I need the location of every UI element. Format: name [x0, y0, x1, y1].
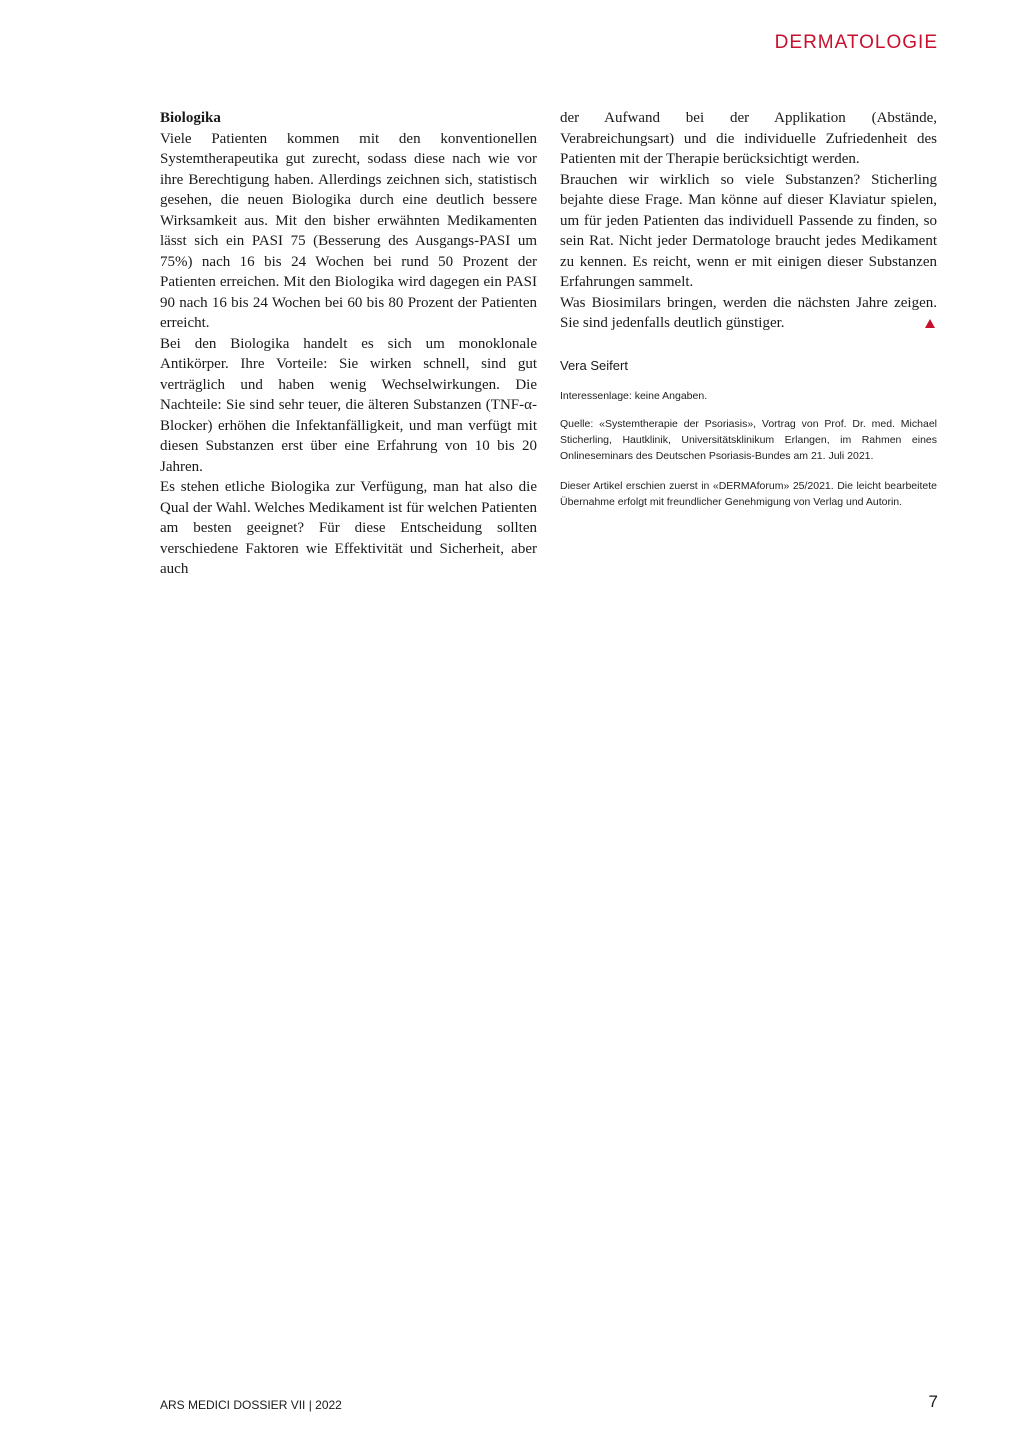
body-paragraph: der Aufwand bei der Applikation (Abstände, Verabreichungsart) und die individuelle Zufriedenheit des Patienten mit der Therapie berücksichtigt werden.: [560, 110, 937, 167]
right-column: [560, 108, 937, 510]
section-heading: Biologika: [160, 110, 221, 126]
interests-note: Interessenlage: keine Angaben.: [560, 390, 708, 402]
triangle-up-icon: [925, 319, 935, 328]
section-title: DERMATOLOGIE: [774, 32, 938, 53]
body-paragraph: Viele Patienten kommen mit den konventionellen Systemtherapeutika gut zurecht, sodass diese nach wie vor ihre Berechtigung haben. Allerdings zeichnen sich, statistisch gesehen, die neuen Biologika durch eine deutlich bessere Wirksamkeit aus. Mit den bisher erwähnten Medikamenten lässt sich ein PASI 75 (Besserung des Ausgangs-PASI um 75%) nach 16 bis 24 Wochen bei rund 50 Prozent der Patienten erreichen. Mit den Biologika wird dagegen ein PASI 90 nach 16 bis 24 Wochen bei 60 bis 80 Prozent der Patienten erreicht.: [160, 130, 537, 331]
body-paragraph-last: [560, 293, 937, 334]
page-number: 7: [928, 1392, 938, 1411]
body-paragraph: Brauchen wir wirklich so viele Substanzen? Sticherling bejahte diese Frage. Man könne auf dieser Klaviatur spielen, um für jeden Patienten das individuell Passende zu finden, so sein Rat. Nicht jeder Dermatologe braucht jedes Medikament zu kennen. Es reicht, wenn er mit einigen dieser Substanzen Erfahrungen sammelt.: [560, 171, 937, 290]
body-paragraph: Bei den Biologika handelt es sich um monoklonale Antikörper. Ihre Vorteile: Sie wirken schnell, sind gut verträglich und haben wenig Wechselwirkungen. Die Nachteile: Sie sind sehr teuer, die älteren Substanzen (TNF-α-Blocker) erhöhen die Infektanfälligkeit, und man verfügt mit diesen Substanzen erst über eine Erfahrung von 10 bis 20 Jahren.: [160, 335, 537, 475]
author-name: Vera Seifert: [560, 357, 628, 373]
body-paragraph-text: Was Biosimilars bringen, werden die nächsten Jahre zeigen. Sie sind jedenfalls deutlich günstiger.: [560, 294, 937, 331]
source-note: Quelle: «Systemtherapie der Psoriasis», Vortrag von Prof. Dr. med. Michael Sticherling, Hautklinik, Universitätsklinikum Erlangen, im Rahmen eines Onlineseminars des Deutschen Psoriasis-Bundes am 21. Juli 2021.: [560, 418, 937, 462]
publication-footer: ARS MEDICI DOSSIER VII | 2022: [160, 1398, 342, 1412]
left-column: [160, 108, 537, 580]
body-paragraph: Es stehen etliche Biologika zur Verfügung, man hat also die Qual der Wahl. Welches Medikament ist für welchen Patienten am besten geeignet? Für diese Entscheidung sollten verschiedene Faktoren wie Effektivität und Sicherheit, aber auch: [160, 479, 537, 577]
republication-note: Dieser Artikel erschien zuerst in «DERMAforum» 25/2021. Die leicht bearbeitete Übernahme erfolgt mit freundlicher Genehmigung von Verlag und Autorin.: [560, 480, 937, 508]
